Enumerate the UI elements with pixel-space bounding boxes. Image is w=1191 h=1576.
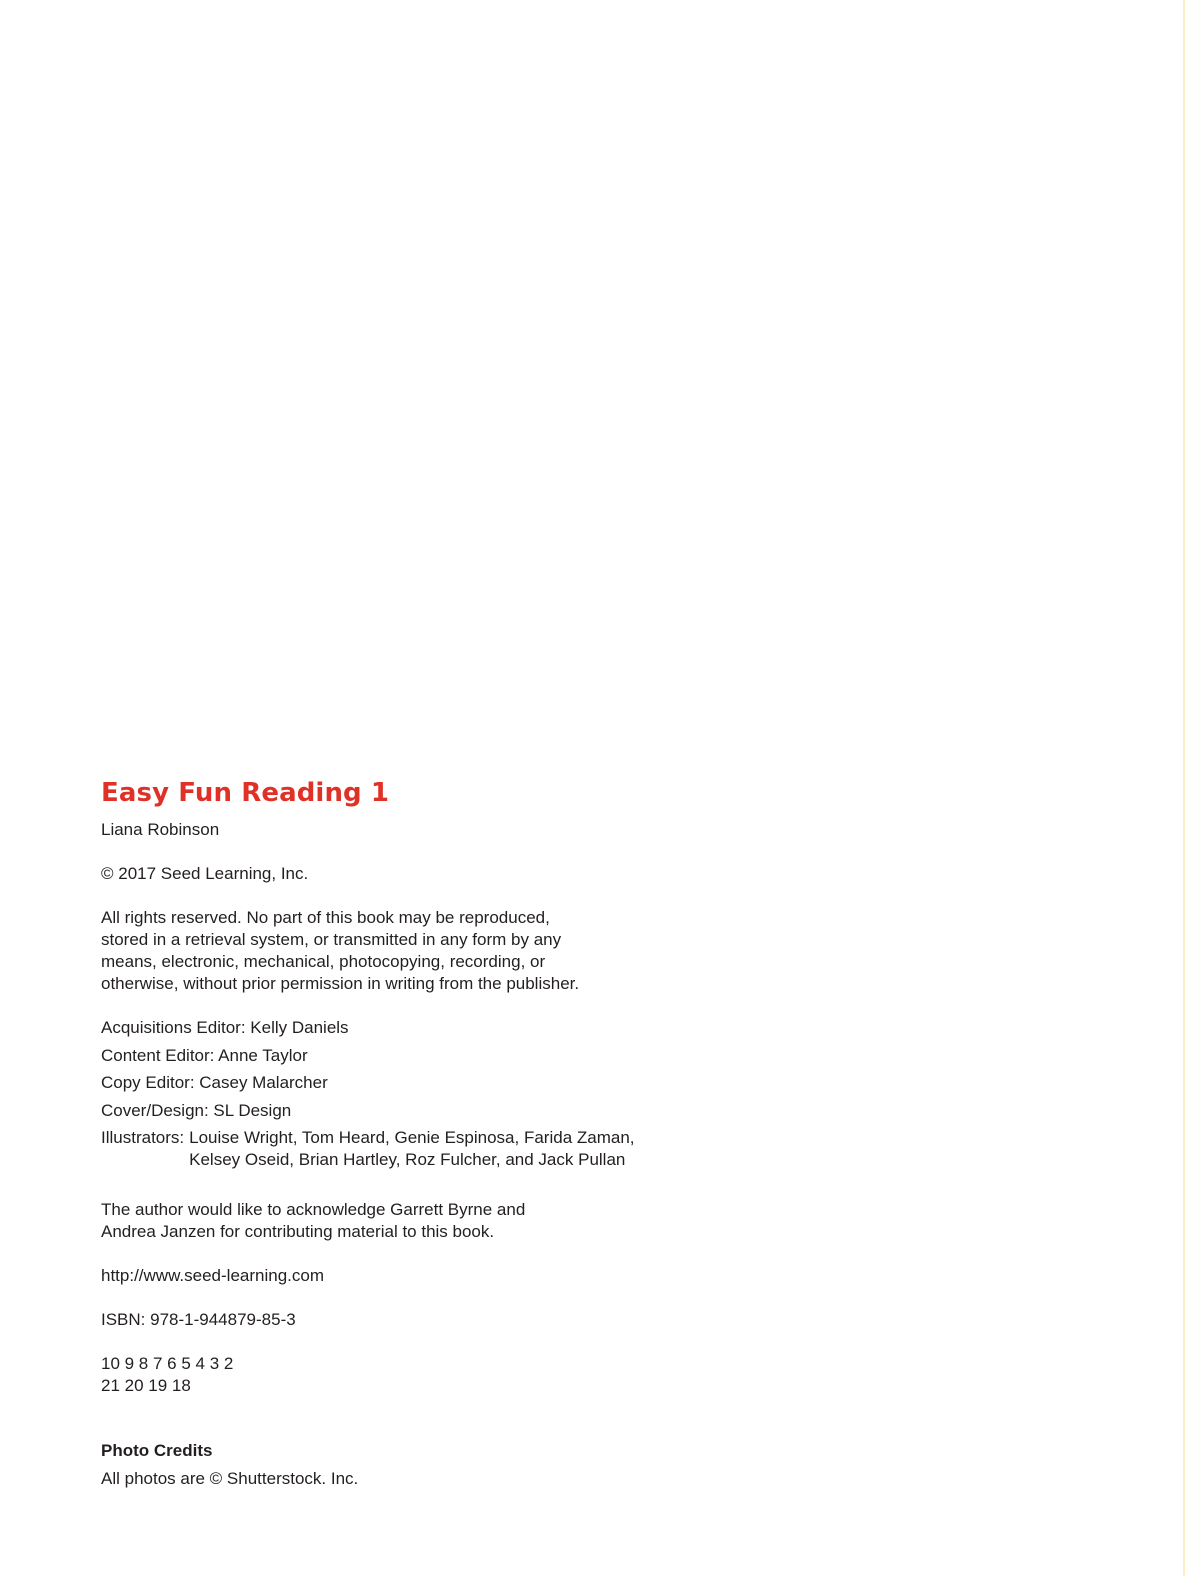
acknowledgement-line: Andrea Janzen for contributing material to this book. [101,1222,495,1242]
content-editor: Content Editor: Anne Taylor [101,1045,308,1065]
page-edge-line [1183,0,1185,1576]
photo-credits-heading: Photo Credits [101,1441,213,1461]
illustrators-line: Louise Wright, Tom Heard, Genie Espinosa, Farida Zaman, [189,1128,635,1148]
publisher-url: http://www.seed-learning.com [101,1266,324,1286]
year-number-line: 21 20 19 18 [101,1376,191,1396]
illustrators-credit [101,1127,741,1171]
rights-line: stored in a retrieval system, or transmitted in any form by any [101,930,562,949]
printing-numbers [101,1353,741,1397]
copy-editor: Copy Editor: Casey Malarcher [101,1073,328,1093]
cover-design: Cover/Design: SL Design [101,1100,292,1120]
printing-number-line: 10 9 8 7 6 5 4 3 2 [101,1354,234,1374]
illustrators-label: Illustrators: [101,1128,185,1148]
rights-line: All rights reserved. No part of this book may be reproduced, [101,908,550,927]
editorial-credits [101,1017,741,1171]
rights-statement [101,907,741,995]
rights-line: means, electronic, mechanical, photocopying, recording, or [101,952,546,971]
photo-credits-text: All photos are © Shutterstock. Inc. [101,1469,359,1489]
acknowledgement [101,1199,741,1243]
acquisitions-editor: Acquisitions Editor: Kelly Daniels [101,1018,349,1037]
copyright-page-content [101,776,741,1490]
illustrators-line: Kelsey Oseid, Brian Hartley, Roz Fulcher, and Jack Pullan [189,1150,626,1170]
book-title: Easy Fun Reading 1 [101,778,390,808]
copyright-notice: © 2017 Seed Learning, Inc. [101,864,309,883]
isbn: ISBN: 978-1-944879-85-3 [101,1310,296,1330]
rights-line: otherwise, without prior permission in writing from the publisher. [101,974,580,993]
illustrators-names [189,1127,634,1171]
acknowledgement-line: The author would like to acknowledge Garrett Byrne and [101,1200,526,1220]
author-name: Liana Robinson [101,820,220,839]
